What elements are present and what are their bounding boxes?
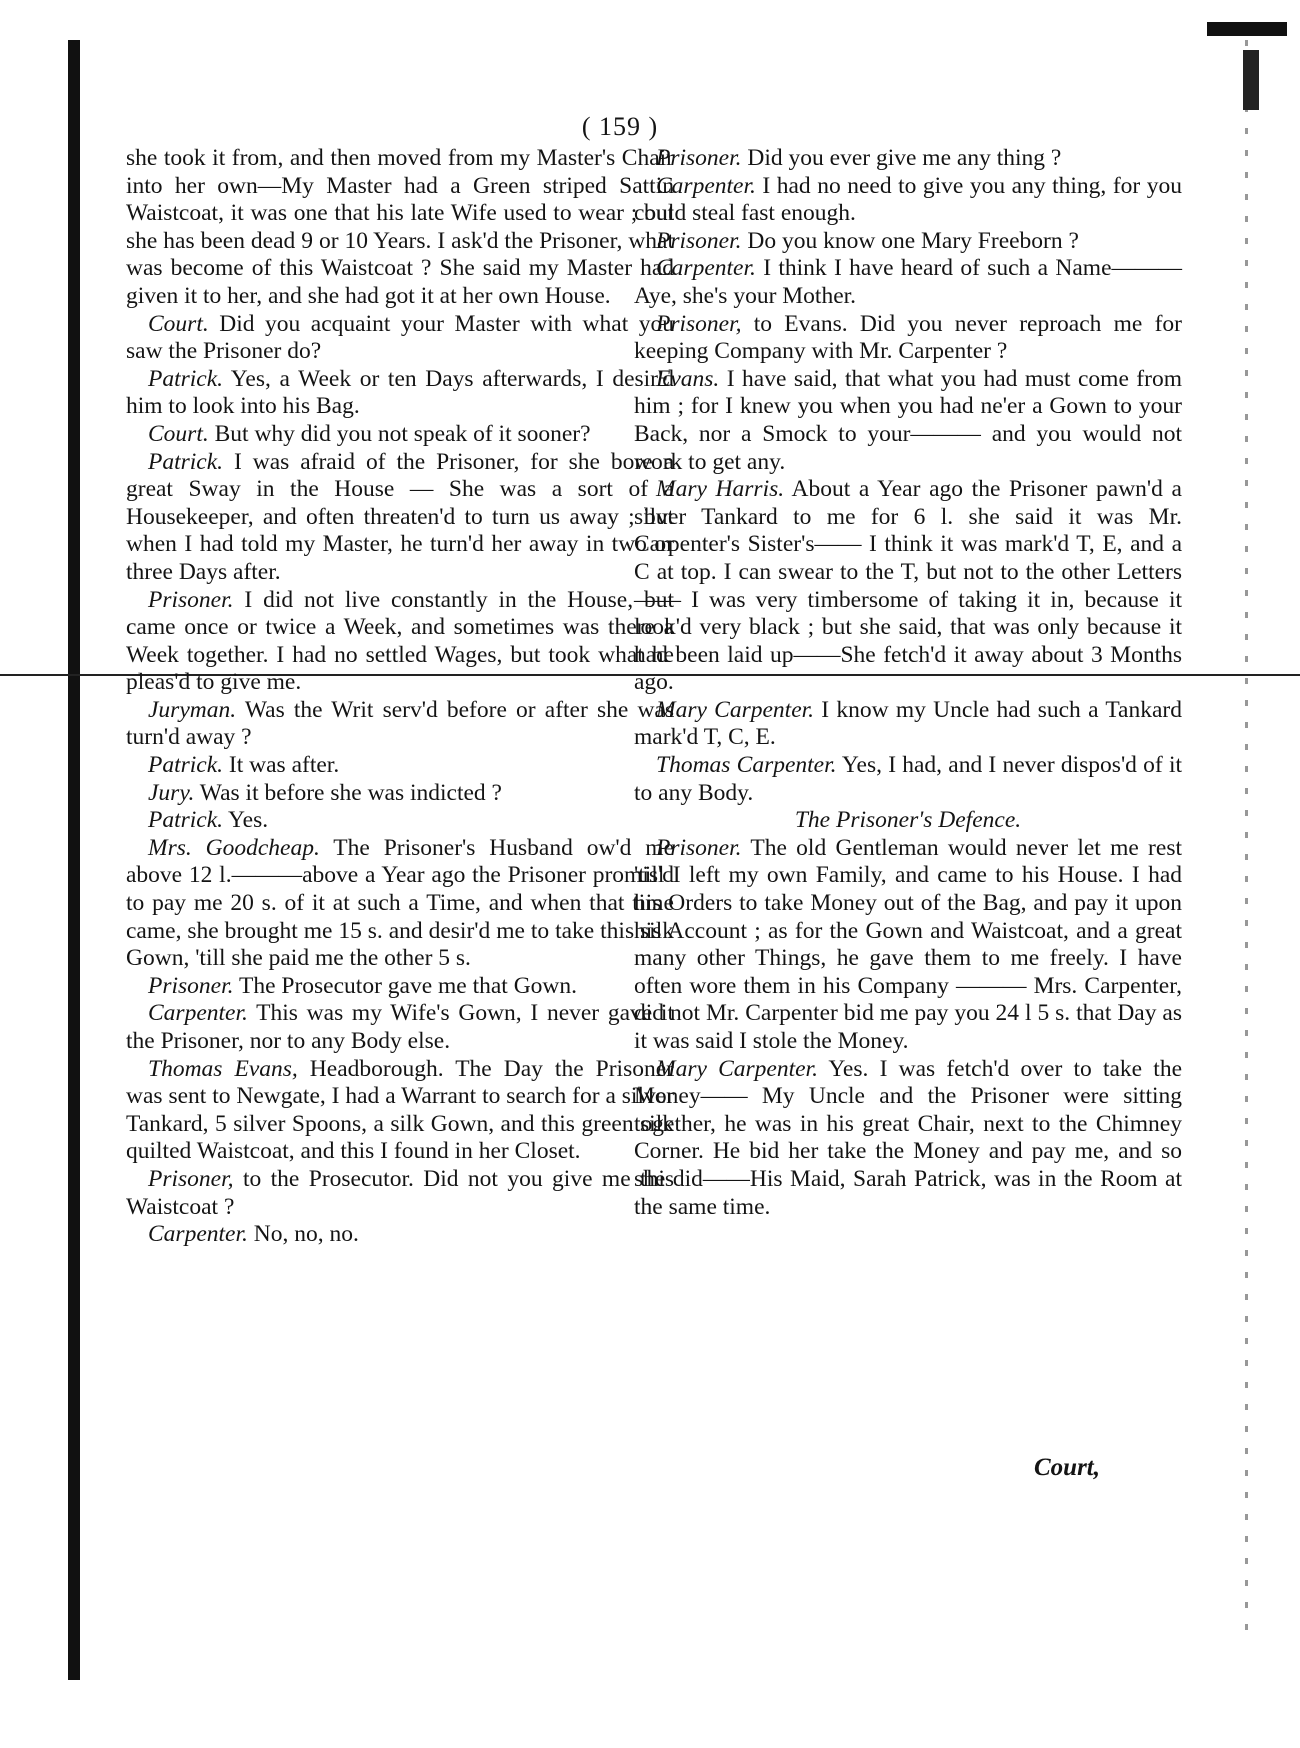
page-number: ( 159 ) xyxy=(581,112,659,141)
paragraph xyxy=(126,697,674,752)
speaker-name: Juryman. xyxy=(148,696,237,723)
paragraph-text: Was the Writ serv'd before or after she was turn'd away ? xyxy=(126,696,674,751)
speaker-name: Patrick. xyxy=(148,752,224,779)
paragraph-text: to the Prosecutor. Did not you give me this Waistcoat ? xyxy=(126,1165,674,1220)
scan-border-bar xyxy=(68,40,80,1680)
paragraph xyxy=(126,145,674,311)
speaker-name: Mary Carpenter. xyxy=(656,696,815,723)
paragraph-text: Yes, I had, and I never dispos'd of it to any Body. xyxy=(634,752,1183,806)
speaker-name: Court. xyxy=(148,420,209,447)
paragraph-text: Was it before she was indicted ? xyxy=(194,779,502,806)
paragraph-text: I know my Uncle had such a Tankard mark'd T, C, E. xyxy=(634,696,1182,751)
paragraph-text: I was afraid of the Prisoner, for she bore a great Sway in the House — She was a sort of a Housekeeper, and often threaten'd to turn us away ; but when I had told my Master, he turn'd her away in two or three Days after. xyxy=(126,448,674,585)
paragraph-text: No, no, no. xyxy=(247,1221,359,1248)
speaker-name: Patrick. xyxy=(148,807,224,834)
speaker-name: Carpenter. xyxy=(148,1221,248,1248)
paragraph-text: But why did you not speak of it sooner? xyxy=(208,420,591,447)
scan-corner-mark xyxy=(1207,22,1287,36)
speaker-name: Mrs. Goodcheap. xyxy=(148,834,320,861)
scan-edge-tick xyxy=(1243,50,1259,110)
speaker-name: Carpenter. xyxy=(656,172,756,199)
paragraph xyxy=(126,449,674,587)
paragraph xyxy=(126,421,674,449)
paragraph-text: The Prosecutor gave me that Gown. xyxy=(233,972,578,999)
paragraph xyxy=(634,476,1182,697)
paragraph-text: This was my Wife's Gown, I never gave it the Prisoner, nor to any Body else. xyxy=(126,1000,674,1054)
paragraph-text: The old Gentleman would never let me rest 'till I left my own Family, and came to his House. I had his Orders to take Money out of the Bag, and pay it upon his Account ; as for the Gown and Waistcoat, and a great many other Things, he gave them to me freely. I have often wore them in his Company ——— Mrs. Carpenter, did not Mr. Carpenter bid me pay you 24 l 5 s. that Day as it was said I stole the Money. xyxy=(634,834,1182,1054)
paragraph-text: Yes. I was fetch'd over to take the Money—— My Uncle and the Prisoner were sitting together, he was in his great Chair, next to the Chimney Corner. He bid her take the Money and pay me, and so she did——His Maid, Sarah Patrick, was in the Room at the same time. xyxy=(634,1055,1182,1220)
speaker-name: Thomas Evans, xyxy=(148,1055,298,1082)
paragraph xyxy=(126,835,674,973)
paragraph xyxy=(634,228,1182,256)
speaker-name: Mary Carpenter. xyxy=(656,1055,818,1082)
paragraph-text: Headborough. The Day the Prisoner was sent to Newgate, I had a Warrant to search for a silver Tankard, 5 silver Spoons, a silk Gown, and this green silk quilted Waistcoat, and this I found in her Closet. xyxy=(126,1055,674,1165)
paragraph-text: I have said, that what you had must come from him ; for I knew you when you had ne'er a Gown to your Back, nor a Smock to your——— and you would not work to get any. xyxy=(634,365,1182,475)
speaker-name: Prisoner. xyxy=(148,586,234,613)
paragraph-text: she took it from, and then moved from my Master's Chair into her own—My Master had a Green striped Sattin Waistcoat, it was one that his late Wife used to wear ; but she has been dead 9 or 10 Years. I ask'd the Prisoner, what was become of this Waistcoat ? She said my Master had given it to her, and she had got it at her own House. xyxy=(126,145,674,309)
speaker-name: Thomas Carpenter. xyxy=(656,752,837,779)
scan-right-edge xyxy=(1245,40,1248,1640)
paragraph xyxy=(634,311,1182,366)
speaker-name: Carpenter. xyxy=(656,255,756,282)
speaker-name: Court. xyxy=(148,310,209,337)
paragraph xyxy=(634,807,1182,835)
paragraph xyxy=(634,145,1182,173)
paragraph-text: I did not live constantly in the House, but came once or twice a Week, and sometimes was there a Week together. I had no settled Wages, but took what he pleas'd to give me. xyxy=(126,586,674,696)
paragraph xyxy=(126,1221,674,1249)
paragraph-text: Did you ever give me any thing ? xyxy=(741,145,1062,171)
paragraph xyxy=(634,835,1182,1056)
paragraph xyxy=(126,1000,674,1055)
paragraph xyxy=(126,311,674,366)
paragraph-text: I had no need to give you any thing, for you could steal fast enough. xyxy=(634,172,1182,227)
paragraph xyxy=(634,752,1182,807)
paragraph xyxy=(126,366,674,421)
speaker-name: Prisoner. xyxy=(656,145,742,171)
paragraph xyxy=(126,752,674,780)
paragraph xyxy=(634,173,1182,228)
paragraph xyxy=(634,697,1182,752)
left-text-column xyxy=(126,145,674,1249)
paragraph xyxy=(634,366,1182,476)
speaker-name: Evans. xyxy=(656,365,720,392)
paragraph-text: Did you acquaint your Master with what you saw the Prisoner do? xyxy=(126,310,674,365)
speaker-name: Mary Harris. xyxy=(656,476,785,503)
paragraph-text: I think I have heard of such a Name———Aye, she's your Mother. xyxy=(634,255,1182,309)
speaker-name: Prisoner. xyxy=(148,972,234,999)
speaker-name: Patrick. xyxy=(148,448,224,475)
paragraph xyxy=(126,1166,674,1221)
paragraph-text: About a Year ago the Prisoner pawn'd a silver Tankard to me for 6 l. she said it was Mr. Carpenter's Sister's—— I think it was mark'd T, E, and a C at top. I can swear to the T, but not to the other Letters—— I was very timbersome of taking it in, because it look'd very black ; but she said, that was only because it had been laid up——She fetch'd it away about 3 Months ago. xyxy=(634,476,1182,696)
speaker-name: Jury. xyxy=(148,779,195,806)
speaker-name: Prisoner, xyxy=(656,310,742,337)
paragraph-text: to Evans. Did you never reproach me for keeping Company with Mr. Carpenter ? xyxy=(634,310,1182,365)
paragraph-text: It was after. xyxy=(223,752,340,779)
speaker-name: Carpenter. xyxy=(148,1000,248,1027)
paragraph-text: Do you know one Mary Freeborn ? xyxy=(741,227,1079,254)
paragraph xyxy=(126,1056,674,1166)
paragraph-text: Yes, a Week or ten Days afterwards, I desir'd him to look into his Bag. xyxy=(126,365,674,420)
catchword: Court, xyxy=(1034,1454,1101,1481)
paragraph xyxy=(634,255,1182,310)
paragraph-text: The Prisoner's Defence. xyxy=(794,807,1022,834)
right-text-column xyxy=(634,145,1182,1221)
speaker-name: Prisoner. xyxy=(656,834,742,861)
speaker-name: Patrick. xyxy=(148,365,224,392)
speaker-name: Prisoner. xyxy=(656,227,742,254)
speaker-name: Prisoner, xyxy=(148,1165,234,1192)
paragraph-text: Yes. xyxy=(223,807,269,834)
paragraph xyxy=(126,973,674,1001)
paragraph xyxy=(634,1056,1182,1222)
paragraph-text: The Prisoner's Husband ow'd me above 12 l.———above a Year ago the Prisoner promis'd to pay me 20 s. of it at such a Time, and when that time came, she brought me 15 s. and desir'd me to take this silk Gown, 'till she paid me the other 5 s. xyxy=(126,834,674,972)
paragraph xyxy=(126,587,674,697)
paragraph xyxy=(126,780,674,808)
paragraph xyxy=(126,807,674,835)
